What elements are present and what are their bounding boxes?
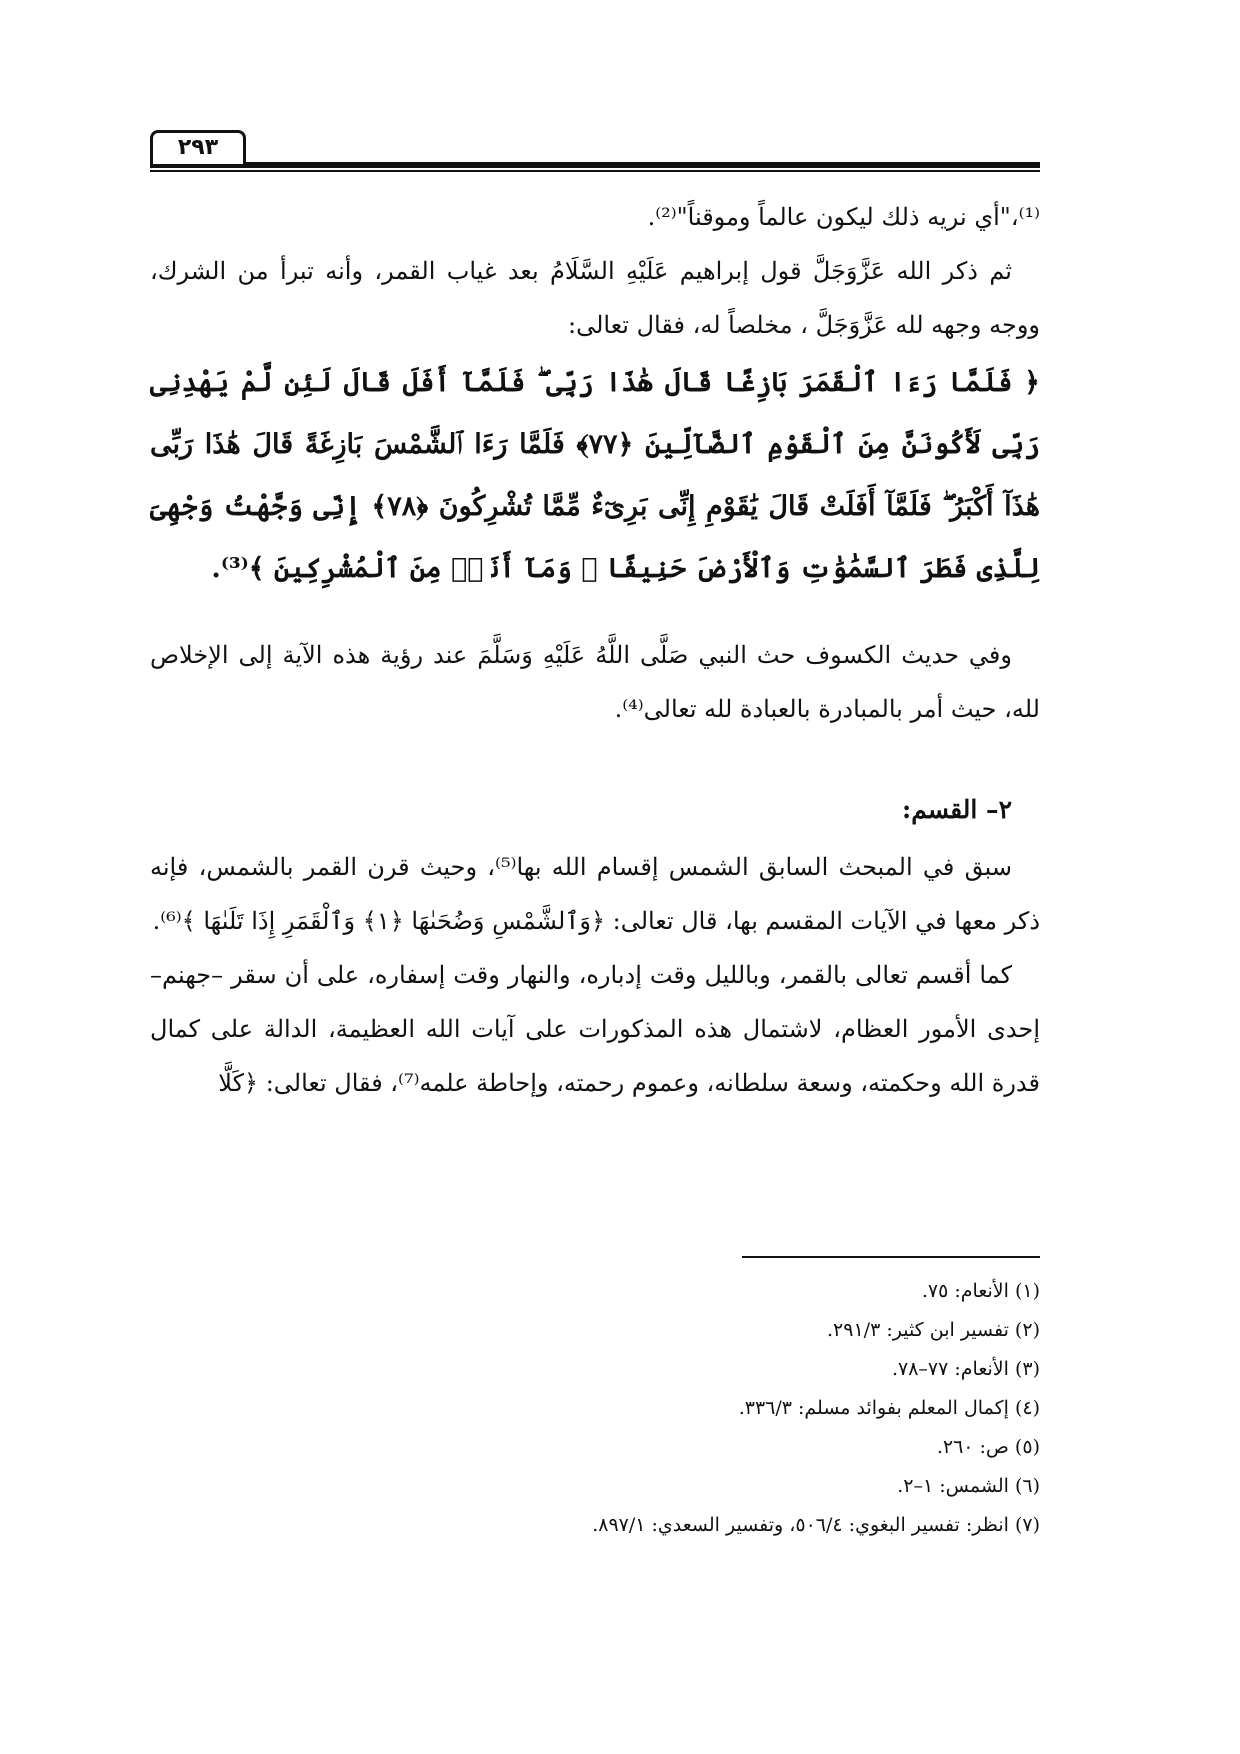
section-heading: ٢– القسم:: [901, 795, 1012, 824]
footnote-5: (٥) ص: ٢٦٠.: [936, 1436, 1040, 1458]
footnote-6: (٦) الشمس: ١–٢.: [897, 1475, 1040, 1497]
footnote-7: (٧) انظر: تفسير البغوي: ٥٠٦/٤، وتفسير السعدي: ٨٩٧/١.: [592, 1514, 1040, 1536]
header-rule-thin: [150, 170, 1040, 172]
page-number: ٢٩٣: [150, 130, 246, 164]
footnote-3: (٣) الأنعام: ٧٧–٧٨.: [891, 1358, 1040, 1380]
paragraph-3: سبق في المبحث السابق الشمس إقسام الله بها⁽⁵⁾، وحيث قرن القمر بالشمس، فإنه ذكر معها في الآيات المقسم بها، قال تعالى: ﴿وَٱلشَّمْسِ وَضُحَىٰهَا ﴿١﴾ وَٱلْقَمَرِ إِذَا تَلَىٰهَا ﴾⁽⁶⁾.: [150, 853, 1040, 935]
page-header: [150, 126, 1040, 172]
footnote-separator: [742, 1256, 1040, 1258]
paragraph-4: كما أقسم تعالى بالقمر، وبالليل وقت إدباره، والنهار وقت إسفاره، على أن سقر –جهنم– إحدى الأمور العظام، لاشتمال هذه المذكورات على آيات الله العظيمة، الدالة على كمال قدرة الله وحكمته، وسعة سلطانه، وعموم رحمته، وإحاطة علمه⁽⁷⁾، فقال تعالى: ﴿كَلَّا: [150, 961, 1040, 1097]
paragraph-1: ثم ذكر الله عَزَّوَجَلَّ قول إبراهيم عَلَيْهِ السَّلَامُ بعد غياب القمر، وأنه تبرأ من الشرك، ووجه وجهه لله عَزَّوَجَلَّ ، مخلصاً له، فقال تعالى:: [150, 257, 1040, 339]
footnotes: [150, 1272, 1040, 1545]
paragraph-2: وفي حديث الكسوف حث النبي صَلَّى اللَّهُ عَلَيْهِ وَسَلَّمَ عند رؤية هذه الآية إلى الإخلاص لله، حيث أمر بالمبادرة بالعبادة لله تعالى⁽⁴⁾.: [150, 641, 1040, 723]
footnote-1: (١) الأنعام: ٧٥.: [921, 1280, 1040, 1302]
footnote-4: (٤) إكمال المعلم بفوائد مسلم: ٣٣٦/٣.: [738, 1397, 1040, 1419]
intro-line: ⁽¹⁾،"أي نريه ذلك ليكون عالماً وموقناً"⁽²⁾.: [647, 203, 1040, 231]
footnote-2: (٢) تفسير ابن كثير: ٢٩١/٣.: [827, 1319, 1040, 1341]
quran-verse-1: ﴿ فَلَمَّا رَءَا ٱلْقَمَرَ بَازِغًا قَالَ هَٰذَا رَبِّى ۖ فَلَمَّآ أَفَلَ قَالَ لَئِن لَّمْ يَهْدِنِى رَبِّى لَأَكُونَنَّ مِنَ ٱلْقَوْمِ ٱلضَّآلِّينَ ﴿٧٧﴾ فَلَمَّا رَءَا ٱلشَّمْسَ بَازِغَةً قَالَ هَٰذَا رَبِّى هَٰذَآ أَكْبَرُ ۖ فَلَمَّآ أَفَلَتْ قَالَ يَٰقَوْمِ إِنِّى بَرِىٓءٌ مِّمَّا تُشْرِكُونَ ﴿٧٨﴾ إِنِّى وَجَّهْتُ وَجْهِىَ لِلَّذِى فَطَرَ ٱلسَّمَٰوَٰتِ وَٱلْأَرْضَ حَنِيفًا ۖ وَمَآ أَنَا۠ مِنَ ٱلْمُشْرِكِينَ ﴾⁽³⁾.: [150, 367, 1040, 584]
header-rule-thick: [150, 162, 1040, 168]
main-text: [150, 190, 1040, 1110]
